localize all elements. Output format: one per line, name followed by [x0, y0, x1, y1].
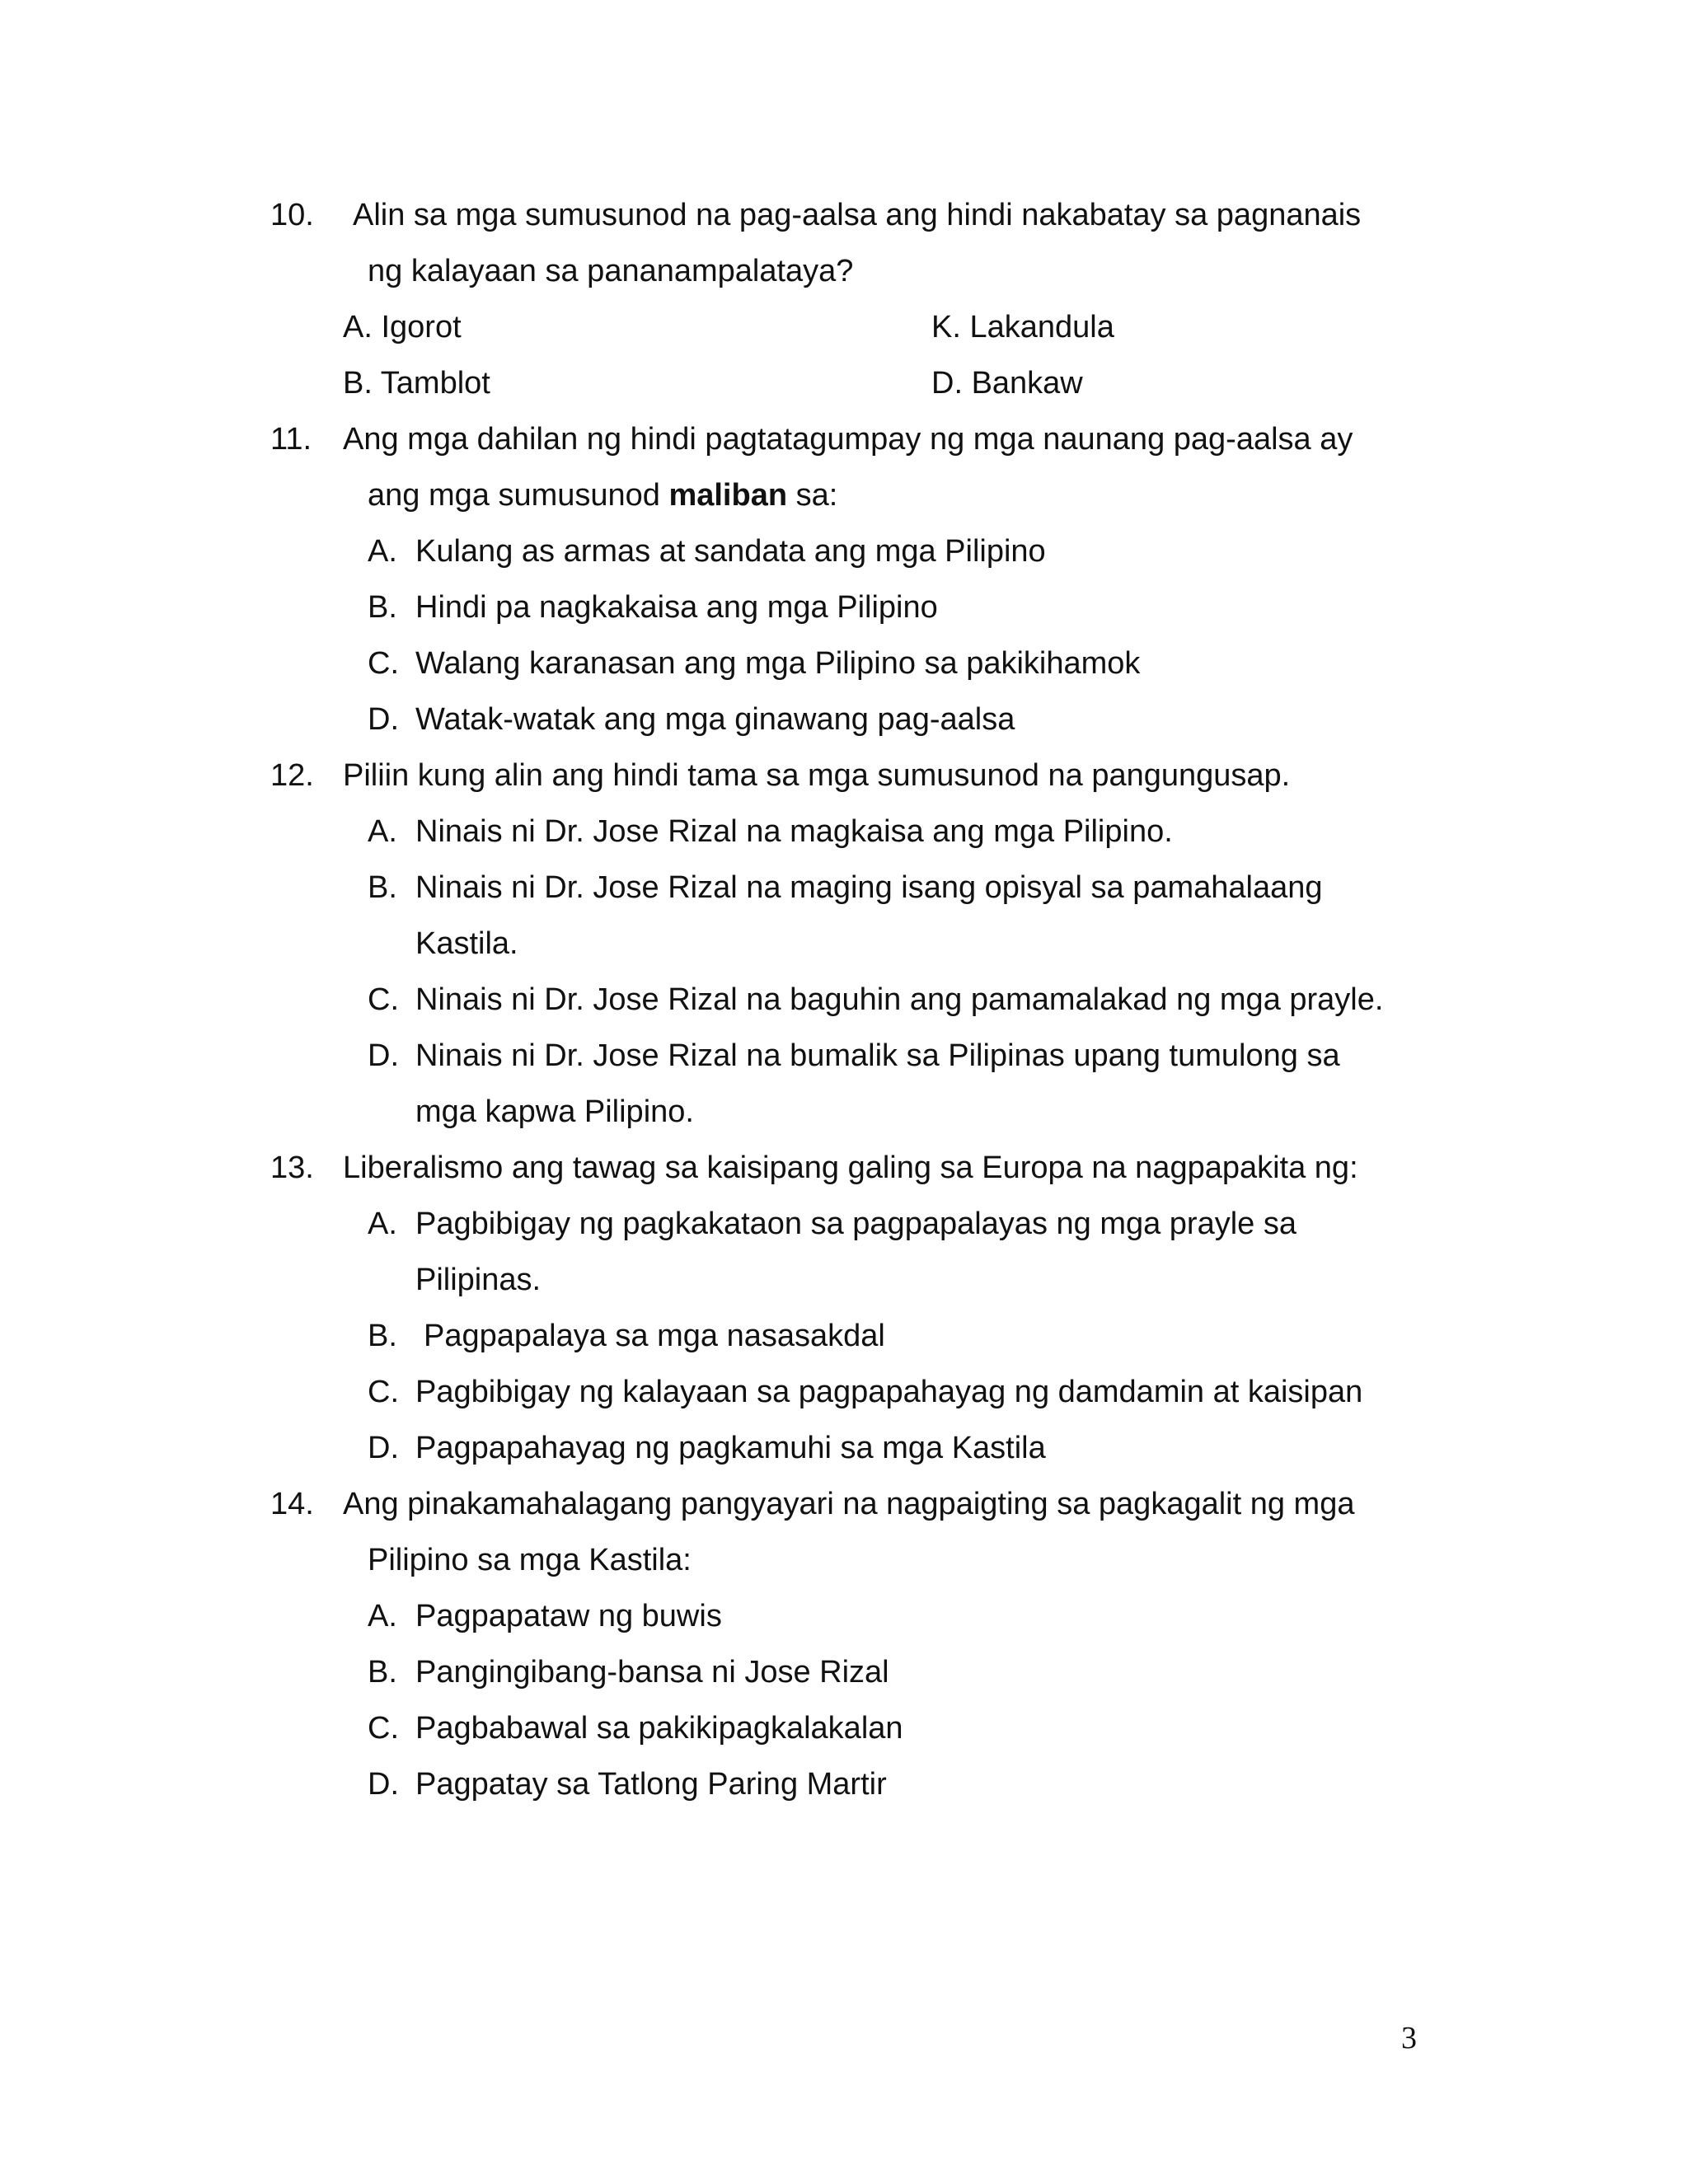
- option-text: Pagpatay sa Tatlong Paring Martir: [415, 1767, 887, 1802]
- option-k: K. Lakandula: [931, 310, 1114, 344]
- option-text-continued: Pilipinas.: [415, 1263, 542, 1297]
- option-text: Hindi pa nagkakaisa ang mga Pilipino: [415, 590, 938, 625]
- option-text: Pagpapahayag ng pagkamuhi sa mga Kastila: [415, 1431, 1046, 1465]
- option-letter: D.: [368, 1767, 399, 1802]
- option-text-continued: mga kapwa Pilipino.: [415, 1094, 694, 1129]
- option-text: Ninais ni Dr. Jose Rizal na magkaisa ang mga Pilipino.: [415, 814, 1173, 849]
- question-number: 12.: [270, 758, 314, 793]
- option-text-continued: Kastila.: [415, 926, 518, 961]
- option-letter: A.: [368, 1207, 397, 1241]
- option-text: Pagbibigay ng pagkakataon sa pagpapalayas ng mga prayle sa: [415, 1207, 1296, 1241]
- option-text: Pagpapalaya sa mga nasasakdal: [424, 1319, 885, 1353]
- question-stem-line: Ang pinakamahalagang pangyayari na nagpaigting sa pagkagalit ng mga: [343, 1487, 1355, 1521]
- option-letter: B.: [368, 590, 397, 625]
- option-letter: B.: [368, 1655, 397, 1690]
- option-letter: A.: [368, 814, 397, 849]
- option-letter: B.: [368, 870, 397, 905]
- option-d: D. Bankaw: [931, 366, 1083, 401]
- option-letter: D.: [368, 1038, 399, 1073]
- option-letter: C.: [368, 1375, 399, 1409]
- question-number: 14.: [270, 1487, 314, 1521]
- option-letter: B.: [368, 1319, 397, 1353]
- option-text: Pagbibigay ng kalayaan sa pagpapahayag ng damdamin at kaisipan: [415, 1375, 1363, 1409]
- option-letter: D.: [368, 702, 399, 737]
- page-number: 3: [1401, 2021, 1417, 2055]
- question-number: 10.: [270, 198, 314, 232]
- option-letter: C.: [368, 982, 399, 1017]
- question-stem-line: Ang mga dahilan ng hindi pagtatagumpay ng mga naunang pag-aalsa ay: [343, 422, 1353, 457]
- option-text: Kulang as armas at sandata ang mga Pilipino: [415, 534, 1046, 569]
- question-stem-line: ang mga sumusunod maliban sa:: [368, 478, 838, 513]
- option-letter: A.: [368, 1599, 397, 1633]
- option-letter: C.: [368, 1711, 399, 1746]
- question-stem-line: Piliin kung alin ang hindi tama sa mga sumusunod na pangungusap.: [343, 758, 1291, 793]
- question-number: 11.: [270, 422, 312, 457]
- option-letter: A.: [368, 534, 397, 569]
- option-letter: D.: [368, 1431, 399, 1465]
- option-text: Ninais ni Dr. Jose Rizal na bumalik sa Pilipinas upang tumulong sa: [415, 1038, 1340, 1073]
- option-a: A. Igorot: [343, 310, 462, 344]
- option-text: Pagpapataw ng buwis: [415, 1599, 722, 1633]
- option-b: B. Tamblot: [343, 366, 490, 401]
- option-text: Pagbabawal sa pakikipagkalakalan: [415, 1711, 903, 1746]
- option-text: Pangingibang-bansa ni Jose Rizal: [415, 1655, 889, 1690]
- option-text: Ninais ni Dr. Jose Rizal na maging isang opisyal sa pamahalaang: [415, 870, 1323, 905]
- question-stem-line: Liberalismo ang tawag sa kaisipang galing sa Europa na nagpapakita ng:: [343, 1151, 1358, 1185]
- option-text: Walang karanasan ang mga Pilipino sa pakikihamok: [415, 646, 1141, 681]
- option-text: Ninais ni Dr. Jose Rizal na baguhin ang pamamalakad ng mga prayle.: [415, 982, 1384, 1017]
- option-text: Watak-watak ang mga ginawang pag-aalsa: [415, 702, 1015, 737]
- question-number: 13.: [270, 1151, 314, 1185]
- question-stem-line: Alin sa mga sumusunod na pag-aalsa ang hindi nakabatay sa pagnanais: [353, 198, 1362, 232]
- question-stem-line: ng kalayaan sa pananampalataya?: [368, 254, 854, 288]
- emphasis-word: maliban: [668, 478, 788, 513]
- question-stem-line: Pilipino sa mga Kastila:: [368, 1543, 692, 1577]
- option-letter: C.: [368, 646, 399, 681]
